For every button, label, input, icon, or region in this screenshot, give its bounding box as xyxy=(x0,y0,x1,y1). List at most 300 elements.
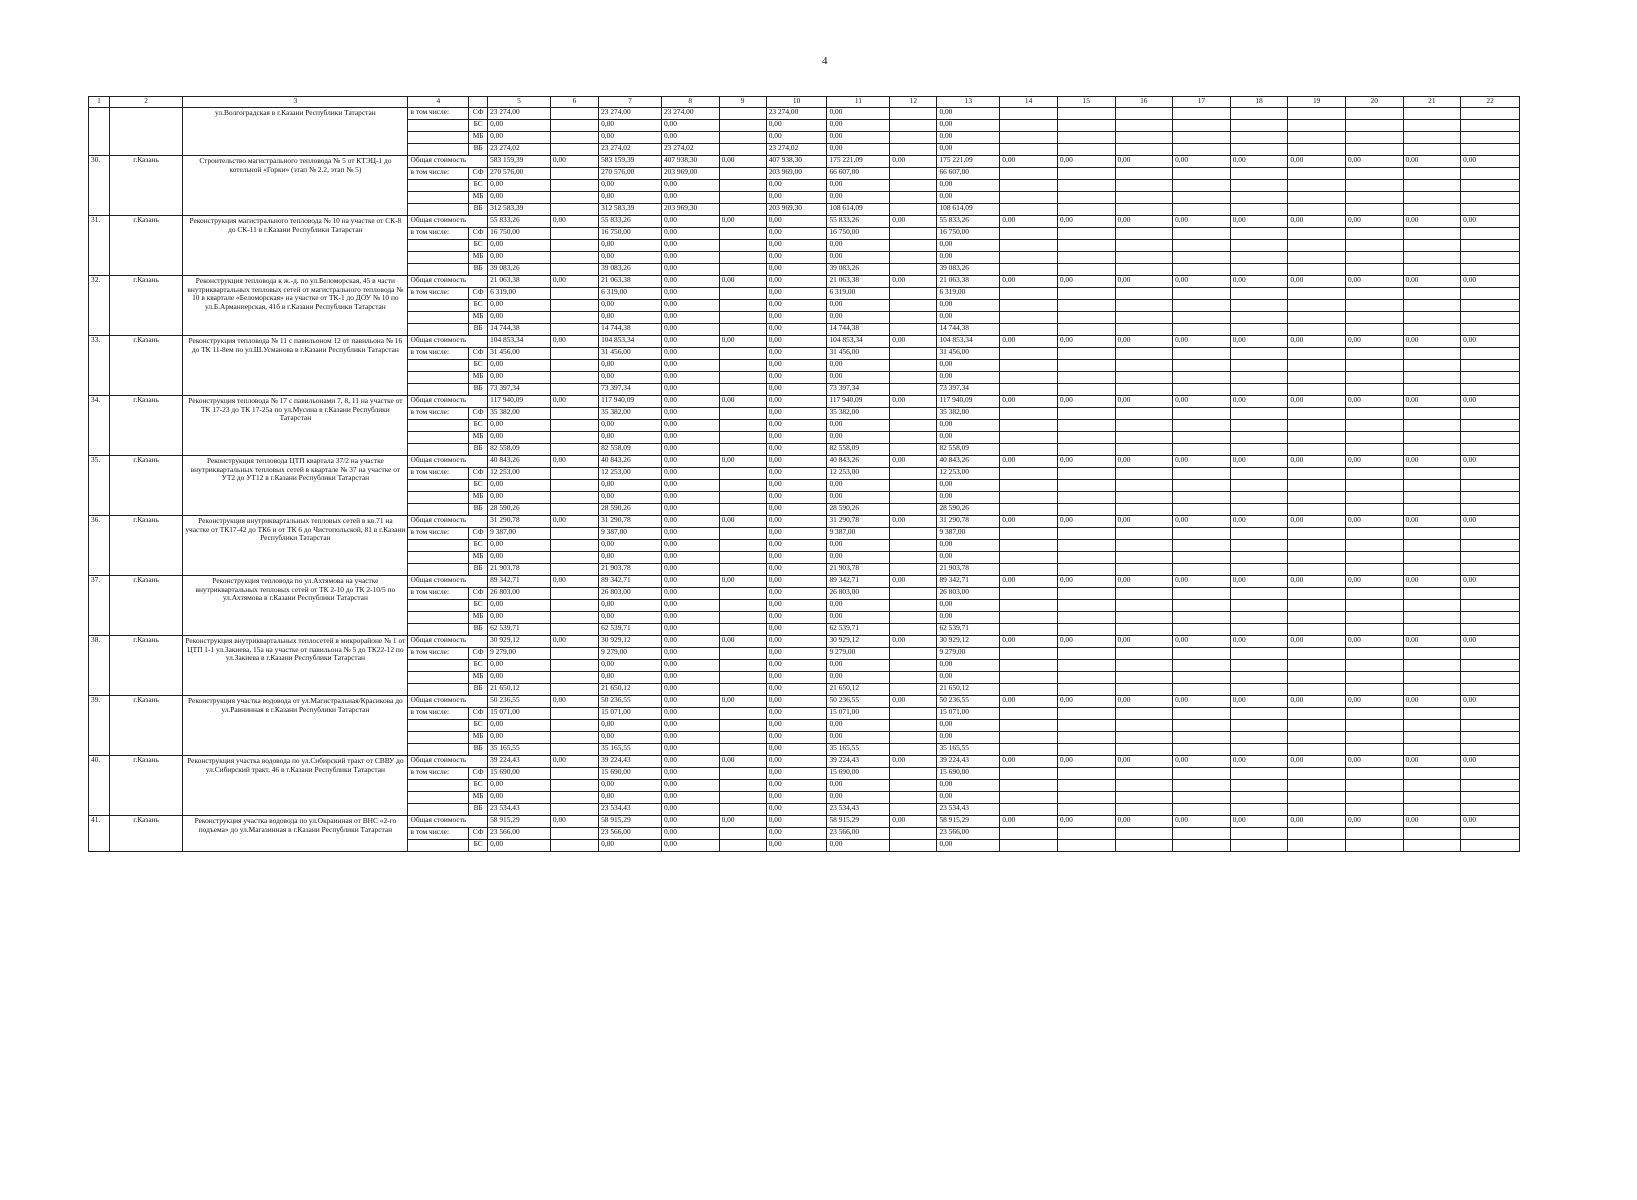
value-cell: 0,00 xyxy=(766,360,827,372)
column-header: 12 xyxy=(890,97,937,108)
empty-cell xyxy=(1230,288,1288,300)
incl-label xyxy=(408,552,469,564)
empty-cell xyxy=(1461,108,1520,120)
value-cell: 0,00 xyxy=(1173,396,1231,408)
empty-cell xyxy=(1057,552,1115,564)
value-cell xyxy=(550,384,598,396)
value-cell: 0,00 xyxy=(827,600,890,612)
value-cell xyxy=(719,720,766,732)
value-cell xyxy=(550,684,598,696)
value-cell: 0,00 xyxy=(488,252,551,264)
header-row xyxy=(89,97,1520,108)
empty-cell xyxy=(1403,420,1461,432)
value-cell: 14 744,38 xyxy=(937,324,1000,336)
project-name: Строительство магистрального тепловода № 5 от КТЭЦ-1 до котельной «Горки» (этап № 2.2, этап № 5) xyxy=(183,156,408,216)
value-cell: 0,00 xyxy=(1000,396,1058,408)
value-cell xyxy=(719,168,766,180)
empty-cell xyxy=(1057,408,1115,420)
value-cell: 0,00 xyxy=(766,660,827,672)
value-cell: 312 583,39 xyxy=(599,204,662,216)
value-cell: 0,00 xyxy=(937,420,1000,432)
value-cell: 0,00 xyxy=(1057,756,1115,768)
empty-cell xyxy=(1403,660,1461,672)
value-cell: 0,00 xyxy=(1173,456,1231,468)
empty-cell xyxy=(1345,732,1403,744)
project-name: Реконструкция тепловода к ж.-д. по ул.Беломорская, 45 в части внутриквартальных тепловых сетей от магистрального тепловода № 10 в квартале «Беломорская» на участке от ТК-1 до ДОУ № 10 по ул.Б.Арманиерская, 41б в г.Казани Республики Татарстан xyxy=(183,276,408,336)
value-cell: 0,00 xyxy=(890,456,937,468)
value-cell: 35 165,55 xyxy=(488,744,551,756)
table-body xyxy=(89,97,1520,852)
empty-cell xyxy=(1461,300,1520,312)
empty-cell xyxy=(1345,708,1403,720)
value-cell: 55 833,26 xyxy=(937,216,1000,228)
empty-cell xyxy=(1461,408,1520,420)
value-cell: 0,00 xyxy=(1173,216,1231,228)
value-cell: 0,00 xyxy=(937,780,1000,792)
empty-cell xyxy=(1173,528,1231,540)
empty-cell xyxy=(1345,432,1403,444)
value-cell: 39 224,43 xyxy=(488,756,551,768)
empty-cell xyxy=(1057,540,1115,552)
value-cell xyxy=(550,288,598,300)
value-cell: 0,00 xyxy=(766,780,827,792)
empty-cell xyxy=(1115,384,1173,396)
funding-code: МБ xyxy=(469,552,488,564)
incl-label: в том числе: xyxy=(408,168,469,180)
value-cell: 0,00 xyxy=(599,312,662,324)
value-cell: 0,00 xyxy=(827,180,890,192)
value-cell xyxy=(890,684,937,696)
value-cell: 9 387,00 xyxy=(599,528,662,540)
value-cell: 0,00 xyxy=(890,816,937,828)
empty-cell xyxy=(1173,744,1231,756)
value-cell: 0,00 xyxy=(1057,216,1115,228)
value-cell: 0,00 xyxy=(1461,216,1520,228)
value-cell: 0,00 xyxy=(827,660,890,672)
empty-cell xyxy=(1403,648,1461,660)
incl-label xyxy=(408,240,469,252)
empty-cell xyxy=(1230,252,1288,264)
value-cell xyxy=(719,840,766,852)
column-header: 3 xyxy=(183,97,408,108)
value-cell: 0,00 xyxy=(827,492,890,504)
project-name: Реконструкция тепловода № 11 с павильоном 12 от павильона № 16 до ТК 11-8ем по ул.Ш.Усманова в г.Казани Республики Татарстан xyxy=(183,336,408,396)
empty-cell xyxy=(1000,384,1058,396)
value-cell: 0,00 xyxy=(1000,156,1058,168)
value-cell: 0,00 xyxy=(661,384,719,396)
value-cell: 15 690,00 xyxy=(488,768,551,780)
value-cell: 0,00 xyxy=(550,216,598,228)
value-cell: 0,00 xyxy=(766,264,827,276)
empty-cell xyxy=(1000,348,1058,360)
incl-label xyxy=(408,564,469,576)
empty-cell xyxy=(1057,348,1115,360)
value-cell: 21 903,78 xyxy=(488,564,551,576)
value-cell: 0,00 xyxy=(1288,636,1346,648)
value-cell: 0,00 xyxy=(827,252,890,264)
funding-code: МБ xyxy=(469,132,488,144)
value-cell: 0,00 xyxy=(550,156,598,168)
value-cell xyxy=(719,228,766,240)
value-cell: 50 236,55 xyxy=(599,696,662,708)
empty-cell xyxy=(1461,612,1520,624)
value-cell xyxy=(890,348,937,360)
value-cell xyxy=(719,192,766,204)
incl-label xyxy=(408,180,469,192)
value-cell: 270 576,00 xyxy=(599,168,662,180)
empty-cell xyxy=(1461,480,1520,492)
empty-cell xyxy=(1403,204,1461,216)
value-cell xyxy=(719,480,766,492)
empty-cell xyxy=(1288,372,1346,384)
empty-cell xyxy=(1403,324,1461,336)
value-cell xyxy=(719,180,766,192)
value-cell: 0,00 xyxy=(766,444,827,456)
empty-cell xyxy=(1057,528,1115,540)
incl-label: в том числе: xyxy=(408,408,469,420)
empty-cell xyxy=(1115,828,1173,840)
empty-cell xyxy=(1173,360,1231,372)
empty-cell xyxy=(1230,660,1288,672)
empty-cell xyxy=(1345,204,1403,216)
value-cell: 0,00 xyxy=(661,312,719,324)
incl-label xyxy=(408,252,469,264)
funding-code: СФ xyxy=(469,108,488,120)
value-cell: 0,00 xyxy=(1288,156,1346,168)
value-cell: 9 279,00 xyxy=(937,648,1000,660)
value-cell: 23 566,00 xyxy=(827,828,890,840)
value-cell: 0,00 xyxy=(1461,156,1520,168)
empty-cell xyxy=(1345,672,1403,684)
empty-cell xyxy=(1230,360,1288,372)
incl-label xyxy=(408,660,469,672)
empty-cell xyxy=(1345,552,1403,564)
funding-code: ВБ xyxy=(469,624,488,636)
value-cell: 0,00 xyxy=(488,840,551,852)
empty-cell xyxy=(1115,264,1173,276)
project-total-row xyxy=(89,396,1520,408)
value-cell: 0,00 xyxy=(1000,336,1058,348)
value-cell xyxy=(890,468,937,480)
empty-cell xyxy=(1000,780,1058,792)
value-cell: 0,00 xyxy=(1345,516,1403,528)
value-cell xyxy=(550,108,598,120)
value-cell: 0,00 xyxy=(1345,456,1403,468)
empty-cell xyxy=(1461,588,1520,600)
value-cell: 0,00 xyxy=(766,648,827,660)
empty-cell xyxy=(1000,108,1058,120)
total-label: Общая стоимость xyxy=(408,756,488,768)
empty-cell xyxy=(1288,840,1346,852)
value-cell: 117 940,09 xyxy=(827,396,890,408)
value-cell xyxy=(719,744,766,756)
empty-cell xyxy=(1000,144,1058,156)
empty-cell xyxy=(1000,540,1058,552)
value-cell: 108 614,09 xyxy=(937,204,1000,216)
value-cell: 0,00 xyxy=(661,360,719,372)
value-cell xyxy=(550,180,598,192)
empty-cell xyxy=(1461,420,1520,432)
empty-cell xyxy=(1057,144,1115,156)
value-cell: 55 833,26 xyxy=(599,216,662,228)
value-cell: 104 853,34 xyxy=(599,336,662,348)
value-cell: 16 750,00 xyxy=(937,228,1000,240)
value-cell: 55 833,26 xyxy=(827,216,890,228)
value-cell: 0,00 xyxy=(937,720,1000,732)
empty-cell xyxy=(1115,768,1173,780)
value-cell: 40 843,26 xyxy=(599,456,662,468)
value-cell: 0,00 xyxy=(937,540,1000,552)
value-cell: 0,00 xyxy=(661,216,719,228)
value-cell xyxy=(890,120,937,132)
value-cell: 0,00 xyxy=(661,288,719,300)
value-cell: 108 614,09 xyxy=(827,204,890,216)
empty-cell xyxy=(1403,504,1461,516)
empty-cell xyxy=(1288,744,1346,756)
project-city: г.Казань xyxy=(109,276,182,336)
value-cell: 270 576,00 xyxy=(488,168,551,180)
value-cell xyxy=(550,168,598,180)
value-cell xyxy=(719,300,766,312)
column-header: 18 xyxy=(1230,97,1288,108)
value-cell: 9 387,00 xyxy=(937,528,1000,540)
value-cell: 62 539,71 xyxy=(937,624,1000,636)
empty-cell xyxy=(1288,348,1346,360)
empty-cell xyxy=(1115,228,1173,240)
value-cell: 0,00 xyxy=(766,336,827,348)
value-cell: 23 534,43 xyxy=(827,804,890,816)
empty-cell xyxy=(1230,324,1288,336)
value-cell xyxy=(550,792,598,804)
value-cell: 0,00 xyxy=(1173,276,1231,288)
value-cell xyxy=(890,180,937,192)
empty-cell xyxy=(1057,624,1115,636)
empty-cell xyxy=(1173,108,1231,120)
value-cell: 175 221,09 xyxy=(937,156,1000,168)
value-cell xyxy=(890,384,937,396)
funding-code: ВБ xyxy=(469,324,488,336)
empty-cell xyxy=(1057,792,1115,804)
funding-code: СФ xyxy=(469,468,488,480)
value-cell xyxy=(550,564,598,576)
value-cell: 0,00 xyxy=(827,240,890,252)
funding-code: МБ xyxy=(469,672,488,684)
value-cell: 0,00 xyxy=(661,648,719,660)
empty-cell xyxy=(1057,840,1115,852)
value-cell xyxy=(719,432,766,444)
value-cell: 6 319,00 xyxy=(937,288,1000,300)
column-header: 17 xyxy=(1173,97,1231,108)
value-cell: 0,00 xyxy=(661,468,719,480)
empty-cell xyxy=(1173,444,1231,456)
value-cell: 23 274,00 xyxy=(766,108,827,120)
project-city: г.Казань xyxy=(109,576,182,636)
value-cell: 6 319,00 xyxy=(599,288,662,300)
value-cell: 0,00 xyxy=(937,480,1000,492)
value-cell: 0,00 xyxy=(937,132,1000,144)
incl-label xyxy=(408,684,469,696)
incl-label xyxy=(408,780,469,792)
incl-label: в том числе: xyxy=(408,288,469,300)
empty-cell xyxy=(1461,504,1520,516)
value-cell xyxy=(890,252,937,264)
empty-cell xyxy=(1230,372,1288,384)
value-cell: 21 063,38 xyxy=(827,276,890,288)
incl-label xyxy=(408,540,469,552)
value-cell: 0,00 xyxy=(766,216,827,228)
value-cell xyxy=(550,312,598,324)
project-name: Реконструкция участка водовода по ул.Окраинная от ВНС «2-го подъема» до ул.Магазинная в г.Казани Республики Татарстан xyxy=(183,816,408,852)
empty-cell xyxy=(1000,240,1058,252)
value-cell: 0,00 xyxy=(1173,696,1231,708)
incl-label: в том числе: xyxy=(408,588,469,600)
empty-cell xyxy=(1115,444,1173,456)
value-cell: 0,00 xyxy=(766,624,827,636)
empty-cell xyxy=(1345,288,1403,300)
value-cell: 0,00 xyxy=(1461,516,1520,528)
value-cell: 0,00 xyxy=(1230,276,1288,288)
empty-cell xyxy=(1115,420,1173,432)
empty-cell xyxy=(1173,120,1231,132)
funding-code: МБ xyxy=(469,432,488,444)
column-header: 20 xyxy=(1345,97,1403,108)
project-number: 39. xyxy=(89,696,110,756)
value-cell: 0,00 xyxy=(661,396,719,408)
empty-cell xyxy=(1288,528,1346,540)
value-cell: 14 744,38 xyxy=(599,324,662,336)
value-cell: 0,00 xyxy=(766,120,827,132)
value-cell: 21 650,12 xyxy=(827,684,890,696)
empty-cell xyxy=(1345,744,1403,756)
value-cell: 0,00 xyxy=(1345,696,1403,708)
value-cell: 0,00 xyxy=(1000,696,1058,708)
funding-code: ВБ xyxy=(469,804,488,816)
value-cell: 0,00 xyxy=(937,600,1000,612)
empty-cell xyxy=(1403,540,1461,552)
empty-cell xyxy=(1288,360,1346,372)
value-cell: 35 382,00 xyxy=(488,408,551,420)
value-cell: 0,00 xyxy=(488,672,551,684)
value-cell: 0,00 xyxy=(661,756,719,768)
empty-cell xyxy=(1115,300,1173,312)
empty-cell xyxy=(1230,744,1288,756)
value-cell: 62 539,71 xyxy=(488,624,551,636)
incl-label xyxy=(408,840,469,852)
value-cell: 0,00 xyxy=(1461,636,1520,648)
incl-label: в том числе: xyxy=(408,528,469,540)
empty-cell xyxy=(1173,168,1231,180)
value-cell xyxy=(890,132,937,144)
value-cell: 73 397,34 xyxy=(488,384,551,396)
value-cell: 0,00 xyxy=(937,792,1000,804)
value-cell: 82 558,09 xyxy=(937,444,1000,456)
empty-cell xyxy=(1461,180,1520,192)
empty-cell xyxy=(1115,312,1173,324)
project-city: г.Казань xyxy=(109,216,182,276)
empty-cell xyxy=(1057,444,1115,456)
value-cell: 0,00 xyxy=(599,792,662,804)
funding-code: СФ xyxy=(469,768,488,780)
project-total-row xyxy=(89,516,1520,528)
empty-cell xyxy=(1057,600,1115,612)
empty-cell xyxy=(1173,144,1231,156)
value-cell: 0,00 xyxy=(661,768,719,780)
incl-label xyxy=(408,192,469,204)
value-cell: 0,00 xyxy=(1000,816,1058,828)
value-cell: 35 165,55 xyxy=(937,744,1000,756)
value-cell xyxy=(550,324,598,336)
empty-cell xyxy=(1403,828,1461,840)
project-total-row xyxy=(89,336,1520,348)
value-cell xyxy=(550,540,598,552)
empty-cell xyxy=(1115,120,1173,132)
value-cell xyxy=(550,648,598,660)
value-cell: 0,00 xyxy=(1115,396,1173,408)
empty-cell xyxy=(1000,480,1058,492)
value-cell: 0,00 xyxy=(766,588,827,600)
empty-cell xyxy=(1000,324,1058,336)
empty-cell xyxy=(1288,204,1346,216)
value-cell: 0,00 xyxy=(766,552,827,564)
value-cell xyxy=(890,408,937,420)
column-header: 1 xyxy=(89,97,110,108)
value-cell: 9 279,00 xyxy=(599,648,662,660)
value-cell: 0,00 xyxy=(661,180,719,192)
value-cell: 26 803,00 xyxy=(937,588,1000,600)
total-label: Общая стоимость xyxy=(408,216,488,228)
value-cell: 0,00 xyxy=(488,432,551,444)
value-cell: 39 083,26 xyxy=(937,264,1000,276)
value-cell: 0,00 xyxy=(766,432,827,444)
empty-cell xyxy=(1288,708,1346,720)
empty-cell xyxy=(1403,228,1461,240)
total-label: Общая стоимость xyxy=(408,336,488,348)
empty-cell xyxy=(1057,180,1115,192)
value-cell: 0,00 xyxy=(1345,336,1403,348)
empty-cell xyxy=(1173,132,1231,144)
value-cell xyxy=(719,444,766,456)
empty-cell xyxy=(1230,432,1288,444)
empty-cell xyxy=(1000,360,1058,372)
empty-cell xyxy=(1115,252,1173,264)
value-cell: 0,00 xyxy=(488,240,551,252)
empty-cell xyxy=(1115,708,1173,720)
funding-code: СФ xyxy=(469,708,488,720)
value-cell: 0,00 xyxy=(661,456,719,468)
empty-cell xyxy=(1461,468,1520,480)
empty-cell xyxy=(1000,192,1058,204)
empty-cell xyxy=(1230,672,1288,684)
empty-cell xyxy=(1403,684,1461,696)
value-cell: 0,00 xyxy=(1288,276,1346,288)
value-cell: 0,00 xyxy=(661,720,719,732)
value-cell xyxy=(719,828,766,840)
empty-cell xyxy=(1403,432,1461,444)
empty-cell xyxy=(1057,420,1115,432)
empty-cell xyxy=(1461,780,1520,792)
value-cell: 0,00 xyxy=(661,264,719,276)
empty-cell xyxy=(1345,720,1403,732)
value-cell xyxy=(890,504,937,516)
value-cell xyxy=(550,612,598,624)
empty-cell xyxy=(1000,792,1058,804)
value-cell xyxy=(550,804,598,816)
incl-label: в том числе: xyxy=(408,708,469,720)
value-cell: 0,00 xyxy=(661,336,719,348)
value-cell: 0,00 xyxy=(766,768,827,780)
value-cell: 0,00 xyxy=(827,840,890,852)
value-cell: 0,00 xyxy=(1230,396,1288,408)
